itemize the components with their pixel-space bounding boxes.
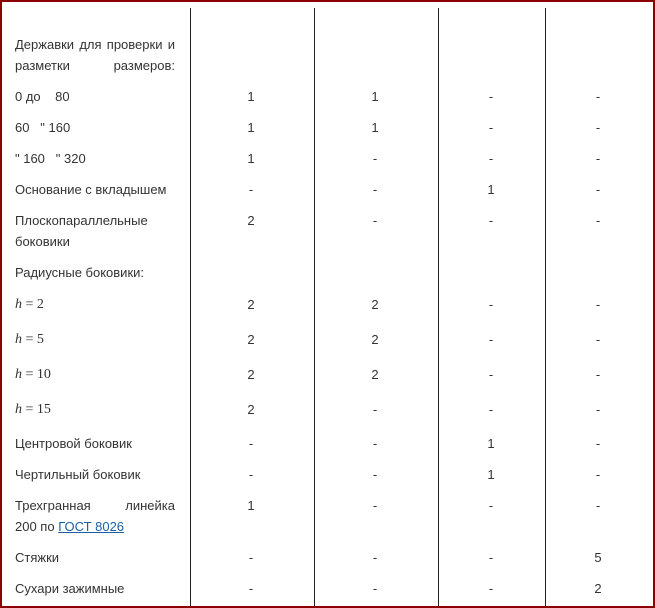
row-label: Чертильный боковик — [15, 467, 141, 482]
cell-col4: - — [595, 498, 601, 513]
cell-col3: - — [488, 213, 494, 228]
cell-col4: - — [595, 436, 601, 451]
cell-col2: - — [372, 151, 378, 166]
cell-col4: - — [595, 367, 601, 382]
row-label: Сухари зажимные — [15, 581, 125, 596]
cell-col3: - — [488, 581, 494, 596]
cell-col2: - — [372, 213, 378, 228]
cell-col2: - — [372, 498, 378, 513]
cell-col1: 2 — [247, 332, 255, 347]
cell-col4: 2 — [594, 581, 602, 596]
cell-col1: 2 — [247, 297, 255, 312]
cell-col4: 5 — [594, 550, 602, 565]
column-divider — [314, 8, 315, 606]
row-label: 60 " 160 — [15, 120, 71, 135]
cell-col1: 1 — [247, 498, 255, 513]
cell-col4: - — [595, 182, 601, 197]
cell-col4: - — [595, 89, 601, 104]
row-label: h = 5 — [15, 332, 44, 347]
cell-col1: 1 — [247, 120, 255, 135]
cell-col1: - — [248, 581, 254, 596]
column-divider — [190, 8, 191, 606]
cell-col2: - — [372, 182, 378, 197]
cell-col2: 1 — [371, 120, 379, 135]
cell-col2: 2 — [371, 367, 379, 382]
row-label: Центровой боковик — [15, 436, 132, 451]
cell-col4: - — [595, 120, 601, 135]
cell-col3: 1 — [487, 182, 495, 197]
row-label-line1 — [15, 495, 175, 516]
row-label: h = 15 — [15, 402, 51, 417]
row-label: Плоскопараллельные боковики — [15, 213, 148, 249]
row-label: Стяжки — [15, 550, 60, 565]
cell-col1: - — [248, 182, 254, 197]
cell-col2: - — [372, 467, 378, 482]
gost-8026-link[interactable]: ГОСТ 8026 — [58, 519, 125, 534]
row-label: h = 10 — [15, 367, 51, 382]
cell-col3: - — [488, 402, 494, 417]
cell-col3: - — [488, 297, 494, 312]
cell-col3: - — [488, 89, 494, 104]
column-divider — [438, 8, 439, 606]
cell-col3: - — [488, 367, 494, 382]
cell-col2: - — [372, 402, 378, 417]
cell-col4: - — [595, 332, 601, 347]
cell-col3: - — [488, 550, 494, 565]
cell-col3: 1 — [487, 467, 495, 482]
row-label: " 160 " 320 — [15, 151, 86, 166]
cell-col4: - — [595, 151, 601, 166]
label-word: Трехгранная — [15, 498, 91, 513]
cell-col3: - — [488, 120, 494, 135]
cell-col1: 1 — [247, 151, 255, 166]
cell-col1: 2 — [247, 367, 255, 382]
cell-col1: - — [248, 550, 254, 565]
row-label — [15, 495, 175, 537]
column-divider — [545, 8, 546, 606]
cell-col3: - — [488, 498, 494, 513]
cell-col4: - — [595, 297, 601, 312]
cell-col1: 2 — [247, 213, 255, 228]
cell-col2: 2 — [371, 297, 379, 312]
row-label: Державки для проверки и разметки размеров: — [15, 37, 175, 73]
cell-col4: - — [595, 467, 601, 482]
cell-col1: - — [248, 436, 254, 451]
label-word: линейка — [125, 498, 175, 513]
cell-col3: - — [488, 332, 494, 347]
cell-col3: - — [488, 151, 494, 166]
cell-col2: - — [372, 550, 378, 565]
cell-col2: 2 — [371, 332, 379, 347]
row-label: Радиусные боковики: — [15, 265, 145, 280]
cell-col4: - — [595, 402, 601, 417]
cell-col2: 1 — [371, 89, 379, 104]
cell-col3: 1 — [487, 436, 495, 451]
cell-col1: - — [248, 467, 254, 482]
row-label: h = 2 — [15, 297, 44, 312]
cell-col1: 2 — [247, 402, 255, 417]
row-label-line2 — [15, 516, 175, 537]
cell-col2: - — [372, 436, 378, 451]
row-label: Основание с вкладышем — [15, 182, 167, 197]
row-label: 0 до 80 — [15, 89, 70, 104]
label-prefix: 200 по — [15, 519, 59, 534]
cell-col1: 1 — [247, 89, 255, 104]
cell-col2: - — [372, 581, 378, 596]
cell-col4: - — [595, 213, 601, 228]
